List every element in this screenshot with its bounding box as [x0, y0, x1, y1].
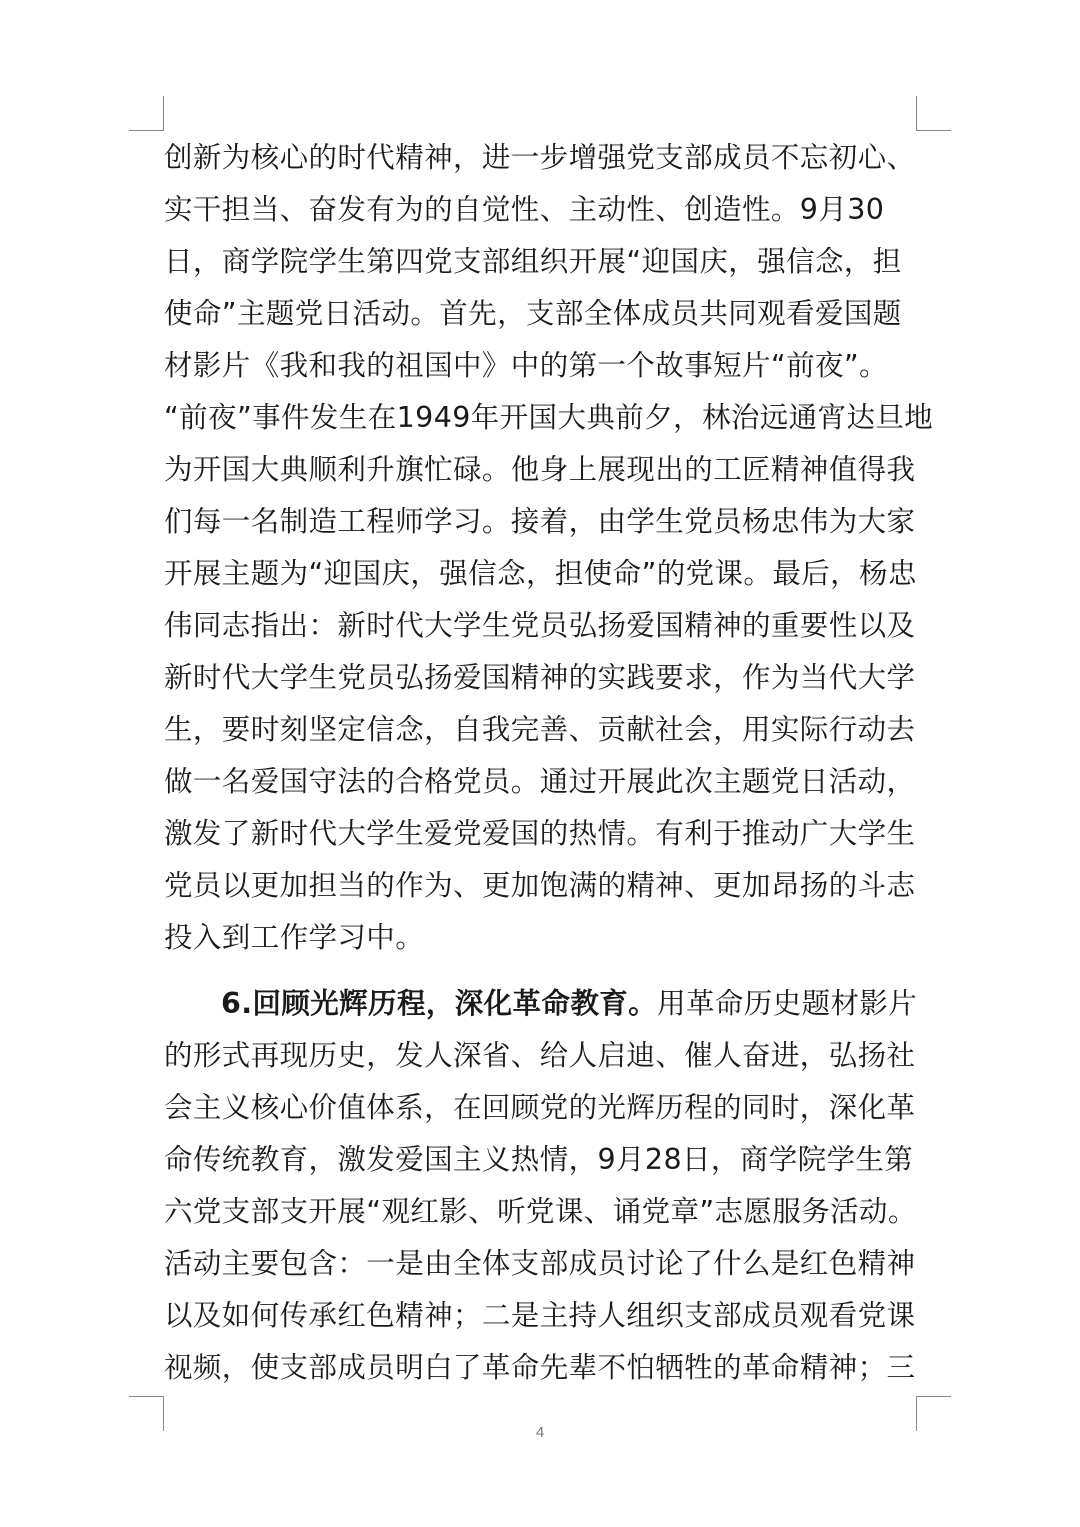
text-line: 会主义核心价值体系，在回顾党的光辉历程的同时，深化革	[164, 1091, 916, 1124]
text-line: 六党支部支开展“观红影、听党课、诵党章”志愿服务活动。	[164, 1195, 917, 1228]
text-line: 做一名爱国守法的合格党员。通过开展此次主题党日活动，	[164, 765, 916, 798]
corner-mark-top-left	[129, 96, 164, 131]
section-heading: 6.回顾光辉历程，深化革命教育。	[221, 987, 658, 1020]
document-body	[164, 132, 934, 1394]
text-line: 党员以更加担当的作为、更加饱满的精神、更加昂扬的斗志	[164, 869, 916, 902]
paragraph-spacing	[164, 964, 924, 978]
text-line: 激发了新时代大学生爱党爱国的热情。有利于推动广大学生	[164, 817, 916, 850]
text-line: 新时代大学生党员弘扬爱国精神的实践要求，作为当代大学	[164, 661, 916, 694]
text-line: 投入到工作学习中。	[164, 921, 425, 954]
text-line: 以及如何传承红色精神；二是主持人组织支部成员观看党课	[164, 1299, 916, 1332]
text-line: 伟同志指出：新时代大学生党员弘扬爱国精神的重要性以及	[164, 609, 916, 642]
text-line: “前夜”事件发生在1949年开国大典前夕，林治远通宵达旦地	[164, 401, 934, 434]
text-line: 日，商学院学生第四党支部组织开展“迎国庆，强信念，担	[164, 245, 902, 278]
text-line-first	[164, 978, 924, 1030]
text-line: 开展主题为“迎国庆，强信念，担使命”的党课。最后，杨忠	[164, 557, 917, 590]
text-line: 们每一名制造工程师学习。接着，由学生党员杨忠伟为大家	[164, 505, 916, 538]
text-line: 为开国大典顺利升旗忙碌。他身上展现出的工匠精神值得我	[164, 453, 916, 486]
text-line: 实干担当、奋发有为的自觉性、主动性、创造性。9月30	[164, 193, 885, 226]
text-line: 命传统教育，激发爱国主义热情，9月28日，商学院学生第	[164, 1143, 914, 1176]
text-line: 使命”主题党日活动。首先，支部全体成员共同观看爱国题	[164, 297, 902, 330]
text-line: 材影片《我和我的祖国中》中的第一个故事短片“前夜”。	[164, 349, 888, 382]
heading-continuation: 用革命历史题材影片	[657, 987, 918, 1020]
text-line: 活动主要包含：一是由全体支部成员讨论了什么是红色精神	[164, 1247, 916, 1280]
text-line: 生，要时刻坚定信念，自我完善、贡献社会，用实际行动去	[164, 713, 916, 746]
corner-mark-top-right	[916, 96, 951, 131]
text-line: 视频，使支部成员明白了革命先辈不怕牺牲的革命精神；三	[164, 1351, 916, 1384]
page-number: 4	[535, 1424, 545, 1441]
paragraph-1	[164, 132, 934, 964]
text-line: 的形式再现历史，发人深省、给人启迪、催人奋进，弘扬社	[164, 1039, 916, 1072]
text-line: 创新为核心的时代精神，进一步增强党支部成员不忘初心、	[164, 141, 916, 174]
paragraph-2	[164, 978, 924, 1394]
